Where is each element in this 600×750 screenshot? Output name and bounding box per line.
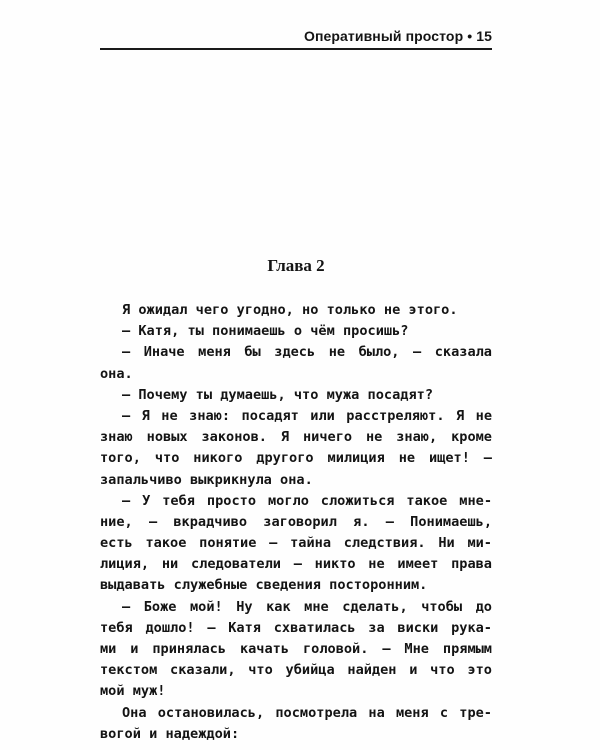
text-line: лиция, ни следователи — никто не имеет права [100,556,492,573]
text-line: вогой и надеждой: [100,725,240,742]
text-line: выдавать служебные сведения посторонним. [100,577,428,594]
text-line: того, что никого другого милиция не ищет! — [100,450,492,467]
running-header: Оперативный простор • 15 [303,28,492,44]
text-line: — Почему ты думаешь, что мужа посадят? [122,386,433,403]
text-line: ние, — вкрадчиво заговорил я. — Понимаешь, [100,513,492,530]
text-line: знаю новых законов. Я ничего не знаю, кроме [100,429,492,446]
text-line: есть такое понятие — тайна следствия. Ни ми- [100,535,492,552]
text-line: мой муж! [100,683,166,700]
text-line: — Катя, ты понимаешь о чём просишь? [122,323,409,340]
text-line: — У тебя просто могло сложиться такое мне- [122,492,492,509]
text-line: запальчиво выкрикнула она. [100,471,313,488]
text-line: она. [100,365,133,382]
text-line: Она остановилась, посмотрела на меня с тре- [122,704,492,721]
text-line: Я ожидал чего угодно, но только не этого. [122,302,458,318]
header-rule [100,48,492,50]
text-line: — Боже мой! Ну как мне сделать, чтобы до [122,598,492,615]
chapter-title: Глава 2 [267,256,325,275]
text-line: — Иначе меня бы здесь не было, — сказала [122,344,492,361]
text-line: ми и принялась качать головой. — Мне прямым [100,641,492,657]
text-line: текстом сказали, что убийца найден и что это [100,662,492,679]
text-line: тебя дошло! — Катя схватилась за виски рука- [100,619,492,636]
text-line: — Я не знаю: посадят или расстреляют. Я не [122,407,492,424]
chapter-body-text [100,300,492,745]
